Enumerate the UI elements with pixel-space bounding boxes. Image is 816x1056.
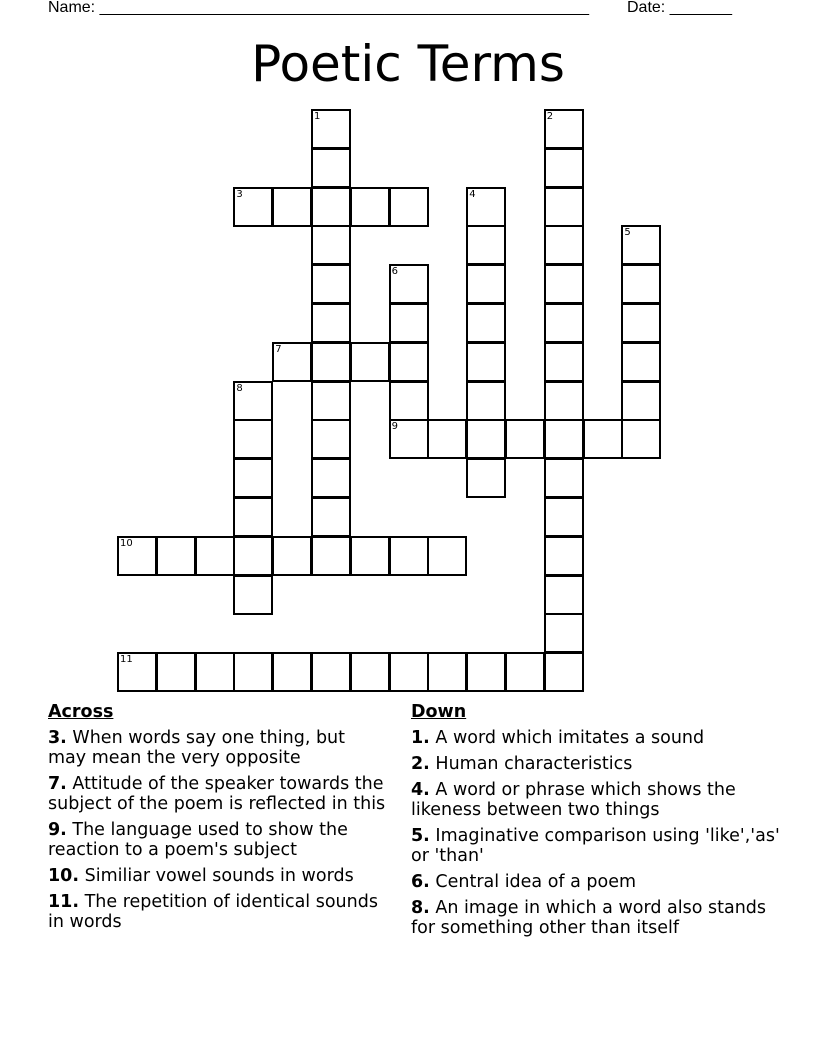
grid-cell xyxy=(544,575,584,615)
grid-cell xyxy=(233,187,273,227)
grid-cell xyxy=(389,264,429,304)
clue-text: Similiar vowel sounds in words xyxy=(84,866,354,886)
grid-cell xyxy=(272,652,312,692)
grid-cell xyxy=(583,419,623,459)
grid-cell xyxy=(311,497,351,537)
clue-across-11 xyxy=(48,892,388,932)
grid-cell xyxy=(350,342,390,382)
grid-cell xyxy=(466,652,506,692)
grid-cell xyxy=(466,342,506,382)
clue-across-9 xyxy=(48,820,388,860)
cell-number: 9 xyxy=(391,421,398,433)
grid-cell xyxy=(195,652,235,692)
clue-number: 10. xyxy=(48,866,80,886)
clue-text: Human characteristics xyxy=(435,754,633,774)
grid-cell xyxy=(544,225,584,265)
grid-cell xyxy=(544,148,584,188)
across-clues xyxy=(48,702,388,938)
cell-number: 7 xyxy=(275,343,282,355)
grid-cell xyxy=(505,652,545,692)
clue-text: A word or phrase which shows the likeness between two things xyxy=(411,780,736,820)
clue-number: 9. xyxy=(48,820,67,840)
grid-cell xyxy=(466,303,506,343)
clue-text: The repetition of identical sounds in words xyxy=(48,892,378,932)
grid-cell xyxy=(544,264,584,304)
grid-cell xyxy=(427,536,467,576)
cell-number: 11 xyxy=(120,654,133,666)
grid-cell xyxy=(350,652,390,692)
grid-cell xyxy=(233,575,273,615)
grid-cell xyxy=(350,187,390,227)
grid-cell xyxy=(544,419,584,459)
clue-number: 1. xyxy=(411,728,430,748)
down-heading: Down xyxy=(411,702,467,722)
clue-text: A word which imitates a sound xyxy=(435,728,705,748)
name-line: Name: _______________________________________________________ xyxy=(48,0,589,16)
clue-across-3 xyxy=(48,728,388,768)
grid-cell xyxy=(544,652,584,692)
clue-text: When words say one thing, but may mean the very opposite xyxy=(48,728,346,768)
clue-down-8 xyxy=(411,898,781,938)
clue-down-4 xyxy=(411,780,781,820)
grid-cell xyxy=(311,342,351,382)
grid-cell xyxy=(466,458,506,498)
grid-cell xyxy=(621,225,661,265)
grid-cell xyxy=(544,458,584,498)
cell-number: 2 xyxy=(546,111,554,122)
grid-cell xyxy=(272,536,312,576)
grid-cell xyxy=(427,652,467,692)
clue-number: 5. xyxy=(411,826,430,846)
cell-number: 1 xyxy=(314,111,321,122)
grid-cell xyxy=(466,419,506,459)
cell-number: 8 xyxy=(236,382,243,394)
grid-cell xyxy=(621,303,661,343)
clue-text: An image in which a word also stands for something other than itself xyxy=(411,898,767,938)
grid-cell xyxy=(544,381,584,421)
clue-down-2 xyxy=(411,754,781,774)
grid-cell xyxy=(233,458,273,498)
clue-across-7 xyxy=(48,774,388,814)
grid-cell xyxy=(117,536,157,576)
grid-cell xyxy=(311,381,351,421)
grid-cell xyxy=(544,497,584,537)
grid-cell xyxy=(389,303,429,343)
clue-text: Imaginative comparison using 'like','as' or 'than' xyxy=(411,826,780,866)
cell-number: 10 xyxy=(120,537,133,549)
grid-cell xyxy=(466,264,506,304)
grid-cell xyxy=(389,536,429,576)
clue-text: Attitude of the speaker towards the subject of the poem is reflected in this xyxy=(48,774,386,814)
grid-cell xyxy=(389,381,429,421)
clue-number: 2. xyxy=(411,754,430,774)
across-heading: Across xyxy=(48,702,114,722)
grid-cell xyxy=(621,381,661,421)
clue-down-5 xyxy=(411,826,781,866)
grid-cell xyxy=(389,652,429,692)
grid-cell xyxy=(389,187,429,227)
grid-cell xyxy=(544,536,584,576)
grid-cell xyxy=(311,264,351,304)
grid-cell xyxy=(233,497,273,537)
clue-down-6 xyxy=(411,872,781,892)
clue-number: 11. xyxy=(48,892,80,912)
grid-cell xyxy=(544,303,584,343)
grid-cell xyxy=(233,381,273,421)
grid-cell xyxy=(311,148,351,188)
grid-cell xyxy=(466,225,506,265)
grid-cell xyxy=(544,613,584,653)
grid-cell xyxy=(621,419,661,459)
grid-cell xyxy=(311,652,351,692)
grid-cell xyxy=(156,652,196,692)
page-title: Poetic Terms xyxy=(251,35,565,93)
grid-cell xyxy=(117,652,157,692)
grid-cell xyxy=(195,536,235,576)
grid-cell xyxy=(311,536,351,576)
grid-cell xyxy=(311,419,351,459)
grid-cell xyxy=(389,419,429,459)
grid-cell xyxy=(621,342,661,382)
grid-cell xyxy=(466,381,506,421)
clue-across-10 xyxy=(48,866,388,886)
grid-cell xyxy=(544,187,584,227)
grid-cell xyxy=(272,342,312,382)
clue-text: The language used to show the reaction to a poem's subject xyxy=(48,820,348,860)
grid-cell xyxy=(233,536,273,576)
grid-cell xyxy=(311,458,351,498)
grid-cell xyxy=(233,419,273,459)
down-clues xyxy=(411,702,781,944)
grid-cell xyxy=(505,419,545,459)
cell-number: 6 xyxy=(391,266,398,278)
clue-number: 6. xyxy=(411,872,430,892)
clue-number: 4. xyxy=(411,780,430,800)
grid-cell xyxy=(272,187,312,227)
grid-cell xyxy=(156,536,196,576)
grid-cell xyxy=(621,264,661,304)
clue-down-1 xyxy=(411,728,781,748)
grid-cell xyxy=(466,187,506,227)
cell-number: 4 xyxy=(469,188,476,200)
grid-cell xyxy=(311,187,351,227)
grid-cell xyxy=(311,225,351,265)
grid-cell xyxy=(544,109,584,149)
date-line: Date: _______ xyxy=(627,0,732,16)
grid-cell xyxy=(350,536,390,576)
grid-cell xyxy=(427,419,467,459)
grid-cell xyxy=(389,342,429,382)
grid-cell xyxy=(311,109,351,149)
grid-cell xyxy=(311,303,351,343)
clue-number: 8. xyxy=(411,898,430,918)
grid-cell xyxy=(544,342,584,382)
clue-number: 7. xyxy=(48,774,67,794)
cell-number: 5 xyxy=(624,227,631,239)
clue-text: Central idea of a poem xyxy=(435,872,637,892)
clue-number: 3. xyxy=(48,728,67,748)
grid-cell xyxy=(233,652,273,692)
cell-number: 3 xyxy=(236,188,243,200)
